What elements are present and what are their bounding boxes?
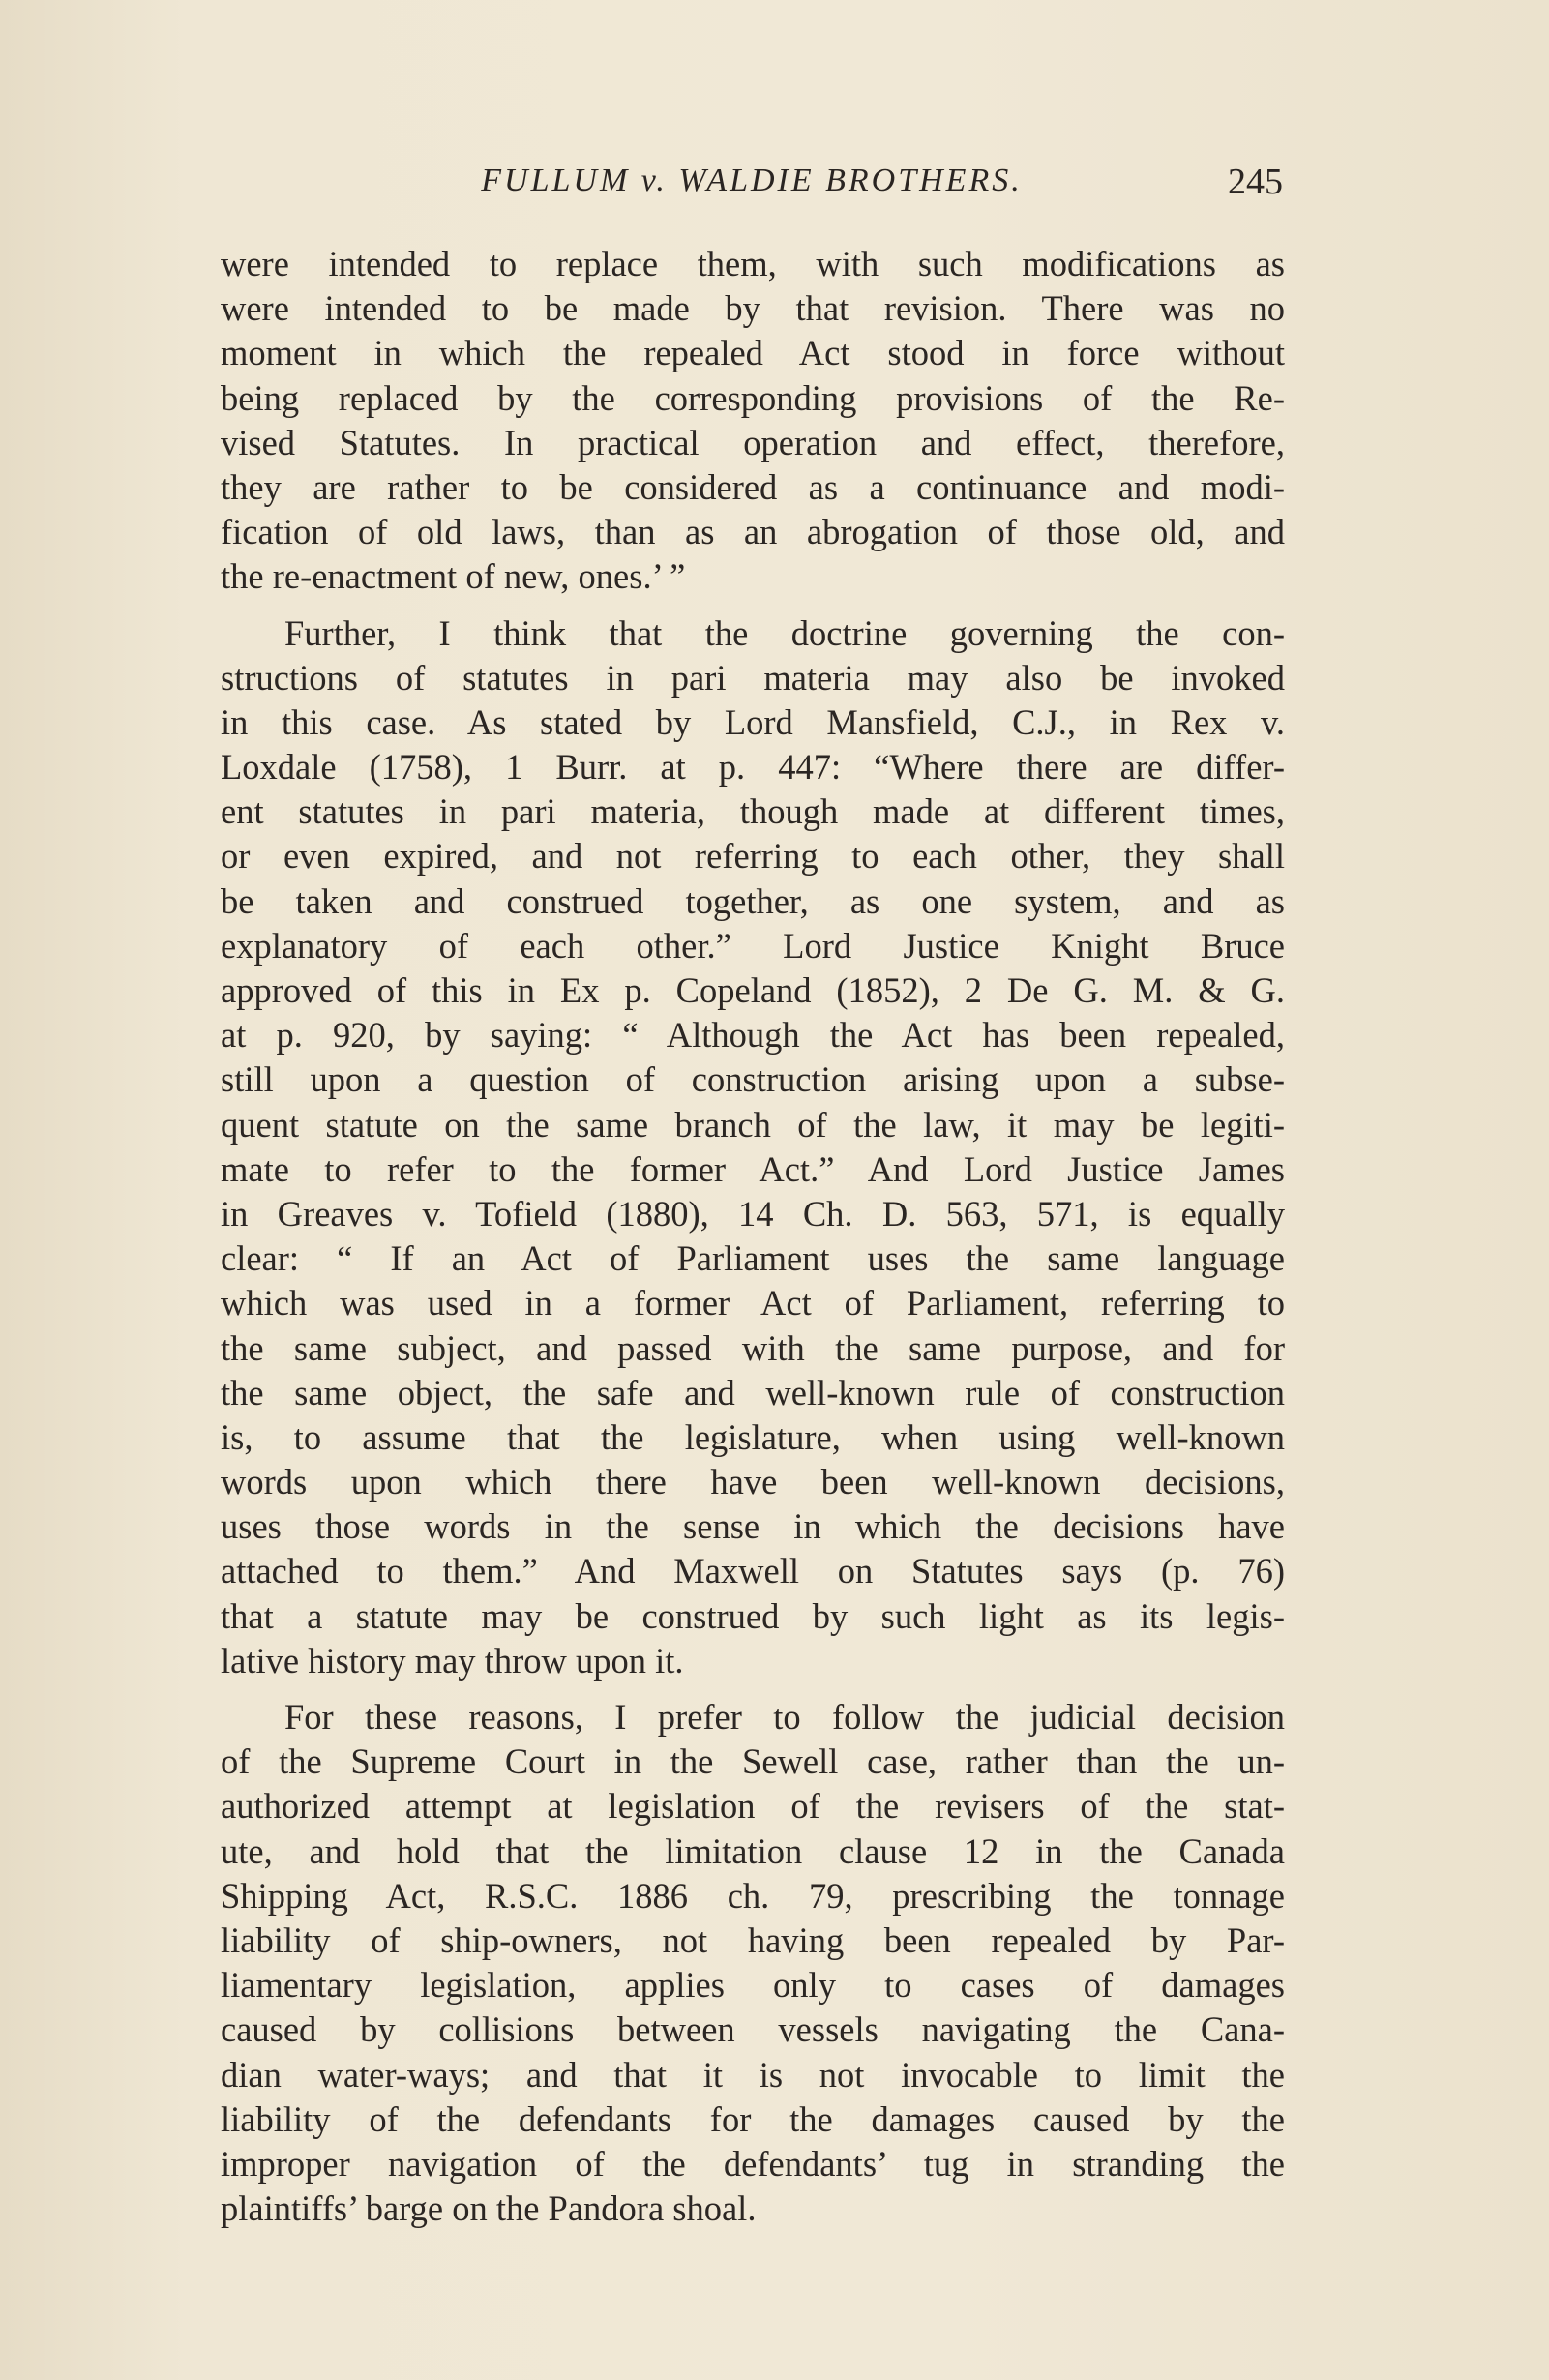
- text-line: which was used in a former Act of Parliament, referring to: [221, 1283, 1285, 1324]
- text-line: uses those words in the sense in which the decisions have: [221, 1506, 1285, 1547]
- text-line: that a statute may be construed by such light as its legis-: [221, 1595, 1285, 1636]
- paragraph: [221, 242, 1285, 600]
- text-line: Further, I think that the doctrine governing the con-: [284, 612, 1285, 653]
- text-line: be taken and construed together, as one system, and as: [221, 880, 1285, 921]
- text-line: lative history may throw upon it.: [221, 1640, 684, 1681]
- text-line: explanatory of each other.” Lord Justice Knight Bruce: [221, 925, 1285, 966]
- text-line: of the Supreme Court in the Sewell case, rather than the un-: [221, 1741, 1285, 1782]
- text-line: were intended to replace them, with such modifications as: [221, 244, 1285, 283]
- text-line: were intended to be made by that revision. There was no: [221, 288, 1285, 329]
- text-line: Shipping Act, R.S.C. 1886 ch. 79, prescribing the tonnage: [221, 1875, 1285, 1916]
- text-line: For these reasons, I prefer to follow the judicial decision: [284, 1697, 1285, 1737]
- text-line: attached to them.” And Maxwell on Statutes says (p. 76): [221, 1551, 1285, 1592]
- text-line: ute, and hold that the limitation clause 12 in the Canada: [221, 1830, 1285, 1871]
- paragraph: [221, 611, 1285, 1684]
- text-line: Loxdale (1758), 1 Burr. at p. 447: “Where there are differ-: [221, 747, 1285, 788]
- text-line: improper navigation of the defendants’ tug in stranding the: [221, 2143, 1285, 2184]
- text-line: mate to refer to the former Act.” And Lord Justice James: [221, 1148, 1285, 1189]
- text-line: in this case. As stated by Lord Mansfield, C.J., in Rex v.: [221, 701, 1285, 742]
- text-line: the same subject, and passed with the same purpose, and for: [221, 1327, 1285, 1368]
- text-line: fication of old laws, than as an abrogation of those old, and: [221, 512, 1285, 552]
- text-line: the same object, the safe and well-known rule of construction: [221, 1372, 1285, 1413]
- text-line: liamentary legislation, applies only to cases of damages: [221, 1965, 1285, 2006]
- text-line: liability of the defendants for the damages caused by the: [221, 2098, 1285, 2139]
- text-line: approved of this in Ex p. Copeland (1852), 2 De G. M. & G.: [221, 970, 1285, 1010]
- text-line: quent statute on the same branch of the law, it may be legiti-: [221, 1104, 1285, 1145]
- text-line: caused by collisions between vessels navigating the Cana-: [221, 2009, 1285, 2050]
- text-line: words upon which there have been well-known decisions,: [221, 1462, 1285, 1502]
- text-line: plaintiffs’ barge on the Pandora shoal.: [221, 2188, 757, 2229]
- text-line: or even expired, and not referring to each other, they shall: [221, 836, 1285, 877]
- running-title: FULLUM v. WALDIE BROTHERS.: [481, 163, 1023, 198]
- body-text: [221, 242, 1285, 2231]
- page-number: 245: [1228, 162, 1283, 202]
- text-line: they are rather to be considered as a continuance and modi-: [221, 466, 1285, 507]
- paragraph: [221, 1695, 1285, 2231]
- text-line: moment in which the repealed Act stood in force without: [221, 333, 1285, 373]
- text-line: the re-enactment of new, ones.’ ”: [221, 556, 686, 597]
- text-line: being replaced by the corresponding provisions of the Re-: [221, 377, 1285, 418]
- text-line: vised Statutes. In practical operation and effect, therefore,: [221, 422, 1285, 462]
- text-line: clear: “ If an Act of Parliament uses the same language: [221, 1238, 1285, 1279]
- text-line: dian water-ways; and that it is not invocable to limit the: [221, 2054, 1285, 2095]
- text-line: liability of ship-owners, not having been repealed by Par-: [221, 1919, 1285, 1960]
- text-line: at p. 920, by saying: “ Although the Act has been repealed,: [221, 1015, 1285, 1056]
- text-line: still upon a question of construction arising upon a subse-: [221, 1059, 1285, 1100]
- text-line: structions of statutes in pari materia may also be invoked: [221, 657, 1285, 698]
- text-line: in Greaves v. Tofield (1880), 14 Ch. D. 563, 571, is equally: [221, 1193, 1285, 1234]
- page-header: [221, 163, 1283, 221]
- text-line: is, to assume that the legislature, when using well-known: [221, 1416, 1285, 1457]
- text-line: authorized attempt at legislation of the revisers of the stat-: [221, 1786, 1285, 1827]
- text-line: ent statutes in pari materia, though made at different times,: [221, 791, 1285, 832]
